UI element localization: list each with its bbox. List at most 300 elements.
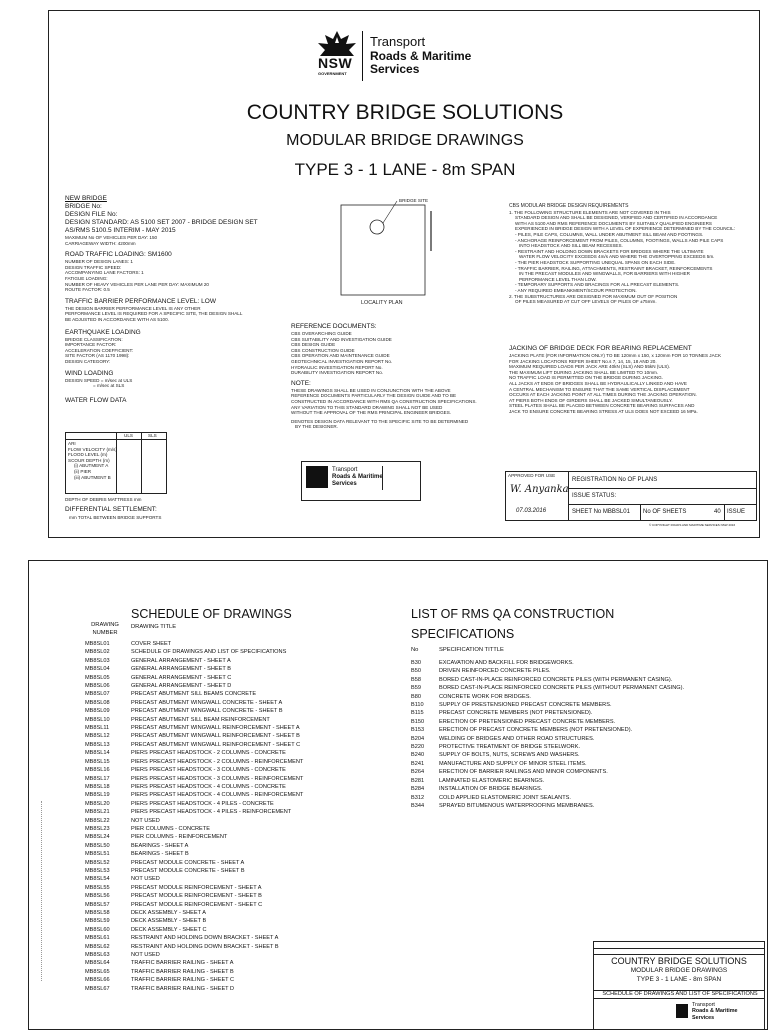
water-col-uls: ULS <box>124 433 133 438</box>
design-standard: DESIGN STANDARD: AS 5100 SET 2007 - BRIDGE DESIGN SET <box>65 219 258 226</box>
max-vehicles: MAXIMUM No OF VEHICLES PER DAY: 150 <box>65 235 158 240</box>
locality-plan-drawing <box>339 191 439 301</box>
drawing-number: MB8SL65 <box>85 968 110 975</box>
jacking-line: ALL JACKS AT ENDS OF BRIDGES SHALL BE HYDRAULICALLY LINKED AND HAVE <box>509 380 687 386</box>
requirement-line: - RESTRAINT AND HOLDING DOWN BRACKETS FOR BRIDGES WHERE THE ULTIMATE <box>515 248 704 254</box>
spec-number: B281 <box>411 777 425 784</box>
drawing-number: MB8SL64 <box>85 960 110 967</box>
spec-number: B153 <box>411 727 425 734</box>
jacking-line: JACKING PLATE (FOR INFORMATION ONLY) TO BE 120mm x 150, x 120mm FOR 10 TONNES JACK <box>509 353 722 358</box>
design-requirements <box>509 204 754 305</box>
issue-label: ISSUE <box>727 509 746 515</box>
drawing-number: MB8SL05 <box>85 674 110 681</box>
tb2-title: COUNTRY BRIDGE SOLUTIONS <box>611 956 747 966</box>
spec-title: COLD APPLIED ELASTOMERIC JOINT SEALANTS. <box>439 794 571 801</box>
schedule-row <box>85 800 405 808</box>
jacking-line: AT PIERS BOTH ENDS OF GIRDERS SHALL BE JACKED SIMULTANEOUSLY. <box>509 397 673 403</box>
drawing-title: TRAFFIC BARRIER RAILING - SHEET D <box>131 985 235 992</box>
spec-number: B58 <box>411 676 421 683</box>
jacking-heading: JACKING OF BRIDGE DECK FOR BEARING REPLACEMENT <box>509 345 692 352</box>
spec-number: B150 <box>411 718 425 725</box>
requirement-line: - PILES, PILE CAPS, COLUMNS, WALL UNDER ABUTMENT SILL BEAM AND FOOTINGS. <box>515 231 704 237</box>
jacking-line: MAXIMUM REQUIRED LOADS PER JACK ARE 40kN (SLS) AND 55kN (ULS). <box>509 364 671 370</box>
drawing-number: MB8SL13 <box>85 741 110 748</box>
brand-roads: Roads & Maritime <box>370 49 472 63</box>
schedule-row <box>85 741 405 749</box>
drawing-title: PRECAST ABUTMENT WINGWALL REINFORCEMENT - SHEET C <box>131 741 301 748</box>
schedule-row <box>85 825 405 833</box>
water-col-sls: SLS <box>148 433 157 438</box>
schedule-row <box>85 842 405 850</box>
drawing-number: MB8SL06 <box>85 683 110 690</box>
title-block <box>505 471 757 521</box>
spec-row <box>411 785 761 793</box>
note-line: WITHOUT THE APPROVAL OF THE RMS PRINCIPAL ENGINEER BRIDGES. <box>291 410 452 416</box>
schedule-row <box>85 758 405 766</box>
schedule-row <box>85 867 405 875</box>
stamp-notes <box>382 466 417 490</box>
requirement-line: OF PILES MEASURED AT CUT OFF LEVELS OF PILES OF ±75mm. <box>515 299 657 305</box>
jacking-line: OCCURS AT EACH JACKING POINT AT ALL TIMES DURING THE JACKING OPERATION. <box>509 392 697 398</box>
schedule-row <box>85 716 405 724</box>
spec-number: B50 <box>411 668 421 675</box>
drawing-number: MB8SL57 <box>85 901 110 908</box>
schedule-row <box>85 732 405 740</box>
spec-number: B110 <box>411 702 424 709</box>
drawing-title: TRAFFIC BARRIER RAILING - SHEET A <box>131 960 234 967</box>
drawing-title: NOT USED <box>131 817 160 824</box>
drawing-number: MB8SL63 <box>85 952 110 959</box>
spec-row <box>411 693 761 701</box>
logo-divider <box>362 31 363 81</box>
sheet-gap <box>0 538 768 560</box>
drawing-title: PRECAST MODULE REINFORCEMENT - SHEET B <box>131 893 262 900</box>
requirement-line: - ANY REQUIRED EMBANKMENT/SCOUR PROTECTION. <box>515 287 637 293</box>
earthquake-line: ACCELERATION COEFFICIENT: <box>65 347 134 353</box>
specs-title-2: SPECIFICATIONS <box>411 627 515 641</box>
drawing-number: MB8SL67 <box>85 985 110 992</box>
differential-heading: DIFFERENTIAL SETTLEMENT: <box>65 506 157 513</box>
drawing-number: MB8SL66 <box>85 977 110 984</box>
schedule-row <box>85 976 405 984</box>
specs-col-no: No <box>411 647 419 653</box>
requirement-line: WATER FLOW VELOCITY EXCEEDS 4m/s AND WHERE THE OVERTOPPING EXCEEDS 5m. <box>519 254 715 260</box>
reference-item: HYDRAULIC INVESTIGATION REPORT No. <box>291 364 383 370</box>
rms-logo <box>314 29 514 85</box>
drawing-title: GENERAL ARRANGEMENT - SHEET A <box>131 657 231 664</box>
spec-row <box>411 676 761 684</box>
earthquake-heading: EARTHQUAKE LOADING <box>65 328 141 336</box>
drawing-number: MB8SL14 <box>85 750 110 757</box>
spec-number: B240 <box>411 752 425 759</box>
approver-signature: W. Anyanka <box>510 484 569 495</box>
water-row: (iii) ABUTMENT B <box>74 474 111 480</box>
road-traffic-line: ACCOMPANYING LANE FACTORS: 1 <box>65 270 144 276</box>
spec-row <box>411 768 761 776</box>
wind-heading: WIND LOADING <box>65 369 114 377</box>
drawing-number: MB8SL50 <box>85 842 110 849</box>
water-row: FLOOD LEVEL (m) <box>68 452 108 458</box>
tb2-type: TYPE 3 - 1 LANE - 8m SPAN <box>636 976 722 983</box>
denotes-line: BY THE DESIGNER. <box>295 424 338 430</box>
debris-depth: DEPTH OF DEBRIS MATTRESS mm <box>65 497 142 502</box>
drawing-title: RESTRAINT AND HOLDING DOWN BRACKET - SHEET B <box>131 943 279 950</box>
drawing-number: MB8SL15 <box>85 758 110 765</box>
stamp-logo-icon <box>306 466 328 488</box>
drawing-number: MB8SL19 <box>85 792 110 799</box>
drawing-title: PRECAST MODULE CONCRETE - SHEET B <box>131 867 245 874</box>
schedule-row <box>85 951 405 959</box>
carriageway-width: CARRIAGEWAY WIDTH: 4200mm <box>65 240 136 246</box>
drawing-number: MB8SL62 <box>85 943 110 950</box>
cover-title: COUNTRY BRIDGE SOLUTIONS <box>246 101 564 124</box>
reference-item: CBS DESIGN GUIDE <box>291 342 336 348</box>
drawing-number: MB8SL04 <box>85 666 110 673</box>
spec-title: DRIVEN REINFORCED CONCRETE PILES. <box>439 668 551 675</box>
drawing-title: PRECAST ABUTMENT SILL BEAM REINFORCEMENT <box>131 716 270 723</box>
spec-title: CONCRETE WORK FOR BRIDGES. <box>439 693 531 700</box>
jacking-section <box>509 345 754 415</box>
drawing-number: MB8SL03 <box>85 657 110 664</box>
spec-row <box>411 777 761 785</box>
tb2-description: SCHEDULE OF DRAWINGS AND LIST OF SPECIFICATIONS <box>602 991 758 997</box>
drawing-number: MB8SL59 <box>85 918 110 925</box>
sheet-no: SHEET No MBBSL01 <box>572 509 630 515</box>
schedule-row <box>85 724 405 732</box>
requirements-heading: CBS MODULAR BRIDGE DESIGN REQUIREMENTS <box>509 203 629 209</box>
spec-title: INSTALLATION OF BRIDGE BEARINGS. <box>439 786 543 793</box>
requirement-line: 2. THE SUBSTRUCTURES ARE DESIGNED FOR MAXIMUM OUT OF POSITION <box>509 293 678 299</box>
requirement-line: IN THE PRECAST MODULES AND WINGWALLS, FOR BARRIERS WITH HIGHER <box>519 271 690 277</box>
road-traffic-line: NUMBER OF DESIGN LANES: 1 <box>65 259 133 265</box>
schedule-row <box>85 682 405 690</box>
specs-list <box>411 659 761 810</box>
road-traffic-line: ROUTE FACTOR: 0.5 <box>65 287 110 293</box>
road-traffic-line: FATIGUE LOADING: <box>65 275 108 281</box>
drawing-title: SCHEDULE OF DRAWINGS AND LIST OF SPECIFICATIONS <box>131 649 287 656</box>
cover-sheet <box>48 10 760 538</box>
schedule-row <box>85 926 405 934</box>
jacking-line: STEEL PLATES SHALL BE PLACED BETWEEN CONCRETE BEARING SURFACES AND <box>509 403 695 409</box>
schedule-row <box>85 943 405 951</box>
earthquake-line: IMPORTANCE FACTOR: <box>65 342 117 348</box>
approval-date: 07.03.2016 <box>516 508 547 514</box>
drawing-number: MB8SL02 <box>85 649 110 656</box>
drawing-number: MB8SL56 <box>85 893 110 900</box>
tb2-subtitle: MODULAR BRIDGE DRAWINGS <box>630 967 728 974</box>
schedule-row <box>85 875 405 883</box>
stamp-box <box>301 461 421 501</box>
earthquake-line: BRIDGE CLASSIFICATION: <box>65 336 123 342</box>
spec-title: BORED CAST-IN-PLACE REINFORCED CONCRETE PILES (WITHOUT PERMANENT CASING). <box>439 685 685 692</box>
water-flow-table <box>65 432 167 494</box>
note-line: THESE DRAWINGS SHALL BE USED IN CONJUNCTION WITH THE ABOVE <box>291 387 451 393</box>
spec-title: WELDING OF BRIDGES AND OTHER ROAD STRUCTURES. <box>439 735 595 742</box>
drawing-title: PIERS PRECAST HEADSTOCK - 2 COLUMNS - CONCRETE <box>131 750 286 757</box>
cover-subtitle: MODULAR BRIDGE DRAWINGS <box>286 132 524 149</box>
tb2-logo-icon <box>676 1004 688 1018</box>
drawing-number: MB8SL18 <box>85 783 110 790</box>
schedule-row <box>85 640 405 648</box>
spec-number: B284 <box>411 786 425 793</box>
schedule-row <box>85 808 405 816</box>
drawing-number: MB8SL12 <box>85 733 110 740</box>
registration-no: REGISTRATION No OF PLANS <box>572 477 658 483</box>
drawing-number: MB8SL55 <box>85 884 110 891</box>
drawing-title: PIER COLUMNS - REINFORCEMENT <box>131 834 228 841</box>
schedule-row <box>85 707 405 715</box>
spec-title: SUPPLY OF BOLTS, NUTS, SCREWS AND WASHERS. <box>439 752 580 759</box>
spec-row <box>411 701 761 709</box>
stamp-brand: Transport Roads & Maritime Services <box>332 467 383 487</box>
requirement-line: - ANCHORAGE REINFORCEMENT FROM PILES, COLUMNS, FOOTINGS, WALLS AND PILE CAPS <box>515 237 724 243</box>
schedule-row <box>85 699 405 707</box>
spec-number: B59 <box>411 685 421 692</box>
spec-title: PRECAST CONCRETE MEMBERS (NOT PRETENSIONED). <box>439 710 593 717</box>
reference-item: CBS SUITABILITY AND INVESTIGATION GUIDE <box>291 336 392 342</box>
drawing-number: MB8SL23 <box>85 825 110 832</box>
margin-strip <box>29 801 42 981</box>
no-of-sheets-label: No OF SHEETS <box>643 509 687 515</box>
spec-number: B115 <box>411 710 424 717</box>
schedule-row <box>85 766 405 774</box>
schedule-title: SCHEDULE OF DRAWINGS <box>131 607 292 621</box>
schedule-row <box>85 657 405 665</box>
drawing-number: MB8SL51 <box>85 851 110 858</box>
drawing-title: PRECAST ABUTMENT WINGWALL REINFORCEMENT - SHEET A <box>131 725 300 732</box>
drawing-title: BEARINGS - SHEET B <box>131 851 189 858</box>
drawing-number: MB8SL11 <box>85 725 110 732</box>
note-line: ANY VARIATION TO THIS STANDARD DRAWING SHALL NOT BE USED <box>291 404 443 410</box>
drawing-number: MB8SL10 <box>85 716 110 723</box>
spec-row <box>411 726 761 734</box>
spec-title: EXCAVATION AND BACKFILL FOR BRIDGEWORKS. <box>439 660 574 666</box>
spec-number: B241 <box>411 760 425 767</box>
drawing-number: MB8SL58 <box>85 910 110 916</box>
schedule-row <box>85 909 405 917</box>
schedule-row <box>85 665 405 673</box>
spec-title: ERECTION OF PRETENSIONED PRECAST CONCRETE MEMBERS. <box>439 718 616 725</box>
design-data-column <box>65 195 285 405</box>
spec-row <box>411 684 761 692</box>
spec-number: B344 <box>411 802 425 809</box>
spec-row <box>411 709 761 717</box>
locality-plan-label: LOCALITY PLAN <box>361 300 403 306</box>
drawing-number: MB8SL61 <box>85 935 110 942</box>
drawing-title: PRECAST MODULE CONCRETE - SHEET A <box>131 859 245 866</box>
schedule-row <box>85 850 405 858</box>
drawing-title: PIERS PRECAST HEADSTOCK - 3 COLUMNS - CONCRETE <box>131 767 286 774</box>
drawing-title: NOT USED <box>131 876 160 883</box>
requirement-line: INTO HEADSTOCK AND SILL BEAM RECESSES. <box>519 243 623 249</box>
barrier-line: BE ADJUSTED IN ACCORDANCE WITH AS 5100. <box>65 316 169 322</box>
schedule-row <box>85 968 405 976</box>
wind-line: = m/sec at SLS <box>93 383 125 389</box>
schedule-row <box>85 859 405 867</box>
differential-sub: mm TOTAL BETWEEN BRIDGE SUPPORTS <box>69 515 162 520</box>
drawing-title: NOT USED <box>131 952 160 959</box>
specs-col-title: SPECIFICATION TITTLE <box>439 647 504 653</box>
jacking-line: THE MAXIMUM LIFT DURING JACKING SHALL BE LIMITED TO 10mm. <box>509 369 659 375</box>
drawing-title: PRECAST MODULE REINFORCEMENT - SHEET C <box>131 901 263 908</box>
bridge-site-label: BRIDGE SITE <box>399 198 429 203</box>
drawing-title: PIERS PRECAST HEADSTOCK - 4 COLUMNS - REINFORCEMENT <box>131 792 304 799</box>
reference-item: CBS OPERATION AND MAINTENANCE GUIDE <box>291 353 390 359</box>
reference-item: CBS OVERARCHING GUIDE <box>291 331 352 336</box>
spec-title: PROTECTIVE TREATMENT OF BRIDGE STEELWORK. <box>439 744 580 751</box>
barrier-line: THE DESIGN BARRIER PERFORMANCE LEVEL IS ANY OTHER <box>65 305 201 311</box>
spec-title: MANUFACTURE AND SUPPLY OF MINOR STEEL ITEMS. <box>439 760 587 767</box>
drawing-number: MB8SL53 <box>85 867 110 874</box>
schedule-row <box>85 648 405 656</box>
water-row: (i) ABUTMENT A <box>74 463 109 469</box>
drawing-number: MB8SL60 <box>85 926 110 933</box>
schedule-row <box>85 749 405 757</box>
water-row: SCOUR DEPTH (m) <box>68 457 110 463</box>
drawing-number: MB8SL24 <box>85 834 110 841</box>
schedule-row <box>85 833 405 841</box>
water-row: (ii) PIER <box>74 468 92 474</box>
drawing-title: PIER COLUMNS - CONCRETE <box>131 825 210 832</box>
spec-number: B80 <box>411 693 421 700</box>
schedule-row <box>85 817 405 825</box>
road-traffic-line: DESIGN TRAFFIC SPEED: <box>65 264 122 270</box>
drawing-title: PRECAST MODULE REINFORCEMENT - SHEET A <box>131 884 262 891</box>
spec-row <box>411 751 761 759</box>
schedule-row <box>85 884 405 892</box>
water-row: ARI <box>68 441 76 446</box>
earthquake-line: DESIGN CATEGORY: <box>65 358 111 364</box>
requirement-line: - TRAFFIC BARRIER, RAILING, ATTACHMENTS, RESTRAINT BRACKET, REINFORCEMENTS <box>515 265 713 271</box>
spec-title: ERECTION OF BARRIER RAILINGS AND MINOR COMPONENTS. <box>439 769 608 776</box>
schedule-row <box>85 901 405 909</box>
drawing-number: MB8SL08 <box>85 699 110 706</box>
water-flow-heading: WATER FLOW DATA <box>65 396 127 404</box>
drawing-number: MB8SL16 <box>85 767 110 774</box>
drawing-title: PRECAST ABUTMENT WINGWALL CONCRETE - SHEET A <box>131 699 283 706</box>
spec-row <box>411 718 761 726</box>
schedule-list <box>85 640 405 993</box>
spec-row <box>411 794 761 802</box>
schedule-col-title: DRAWING TITLE <box>131 624 177 630</box>
schedule-row <box>85 791 405 799</box>
spec-row <box>411 802 761 810</box>
drawing-title: PIERS PRECAST HEADSTOCK - 4 COLUMNS - CONCRETE <box>131 783 286 790</box>
barrier-line: PERFORMANCE LEVEL IS REQUIRED FOR A SPECIFIC SITE, THE DESIGN SHALL <box>65 311 243 317</box>
road-traffic-heading: ROAD TRAFFIC LOADING: SM1600 <box>65 251 172 259</box>
design-file-no: DESIGN FILE No: <box>65 211 118 218</box>
earthquake-line: SITE FACTOR (AS 1170 1998): <box>65 353 130 359</box>
spec-number: B312 <box>411 794 425 801</box>
drawing-title: BEARINGS - SHEET A <box>131 842 189 849</box>
schedule-title-block <box>593 941 765 1030</box>
drawing-number: MB8SL17 <box>85 775 110 782</box>
requirement-line: PERFORMANCE LEVEL THAN LOW. <box>519 276 597 282</box>
drawing-title: PRECAST ABUTMENT WINGWALL CONCRETE - SHEET B <box>131 708 283 715</box>
spec-row <box>411 735 761 743</box>
as-rms-standard: AS/RMS 5100.5 INTERIM - MAY 2015 <box>65 227 176 234</box>
jacking-line: NO TRAFFIC LOAD IS PERMITTED ON THE BRIDGE DURING JACKING. <box>509 375 663 381</box>
copyright-note: © COPYRIGHT ROADS AND MARITIME SERVICES NSW 2016 <box>649 523 736 527</box>
drawing-number: MB8SL22 <box>85 817 110 824</box>
reference-documents <box>291 323 501 430</box>
note-heading: NOTE: <box>291 379 311 387</box>
schedule-row <box>85 674 405 682</box>
drawing-number: MB8SL20 <box>85 800 110 807</box>
spec-row <box>411 743 761 751</box>
drawing-number: MB8SL09 <box>85 708 110 715</box>
requirement-line: EXPERIENCED IN BRIDGE DESIGN WITH A LEVEL OF EXPERIENCE DETERMINED BY THE COUNCIL: <box>515 226 735 232</box>
spec-number: B204 <box>411 735 425 742</box>
drawing-title: PIERS PRECAST HEADSTOCK - 2 COLUMNS - REINFORCEMENT <box>131 758 304 765</box>
denotes-line: DENOTES DESIGN DATA RELEVANT TO THE SPECIFIC SITE TO BE DETERMINED <box>291 418 469 424</box>
drawing-number: MB8SL54 <box>85 876 110 883</box>
drawing-number: MB8SL52 <box>85 859 110 866</box>
water-row: FLOW VELOCITY (m/s) <box>68 446 117 452</box>
wind-line: DESIGN SPEED = m/sec at ULS <box>65 377 133 383</box>
drawing-title: PIERS PRECAST HEADSTOCK - 3 COLUMNS - REINFORCEMENT <box>131 775 304 782</box>
note-line: CONSTRUCTED IN ACCORDANCE WITH RMS QA CONSTRUCTION SPECIFICATIONS. <box>291 398 477 404</box>
reference-item: DURABILITY INVESTIGATION REPORT No. <box>291 370 384 376</box>
nsw-wordmark: NSW <box>318 55 353 71</box>
spec-title: BORED CAST-IN-PLACE REINFORCED CONCRETE PILES (WITH PERMANENT CASING). <box>439 676 673 683</box>
spec-number: B30 <box>411 660 421 666</box>
drawing-title: TRAFFIC BARRIER RAILING - SHEET C <box>131 977 235 984</box>
drawing-title: COVER SHEET <box>131 641 172 647</box>
drawing-title: GENERAL ARRANGEMENT - SHEET D <box>131 683 232 690</box>
schedule-row <box>85 690 405 698</box>
drawing-title: DECK ASSEMBLY - SHEET B <box>131 918 207 925</box>
drawing-title: DECK ASSEMBLY - SHEET C <box>131 926 207 933</box>
bridge-no: BRIDGE No: <box>65 203 102 210</box>
requirement-line: STANDARD DESIGN AND SHALL BE DESIGNED, VERIFIED AND CERTIFIED IN ACCORDANCE <box>515 215 718 221</box>
drawing-title: PRECAST ABUTMENT SILL BEAMS CONCRETE <box>131 691 257 698</box>
drawing-title: PIERS PRECAST HEADSTOCK - 4 PILES - REINFORCEMENT <box>131 809 292 816</box>
note-line: REFERENCE DOCUMENTS PARTICULARLY THE DESIGN GUIDE AND TO BE <box>291 393 457 399</box>
drawing-title: GENERAL ARRANGEMENT - SHEET B <box>131 666 231 673</box>
requirement-line: WITH AS 5100 AND RMS REFERENCE DOCUMENTS BY SUITABLY QUALIFIED ENGINEERS <box>515 220 712 226</box>
spec-title: SPRAYED BITUMENOUS WATERPROOFING MEMBRANES. <box>439 802 595 809</box>
barrier-heading: TRAFFIC BARRIER PERFORMANCE LEVEL: LOW <box>65 297 216 305</box>
road-traffic-line: NUMBER OF HEAVY VEHICLES PER LANE PER DAY: MAXIMUM 20 <box>65 281 209 287</box>
drawing-number: MB8SL07 <box>85 691 110 698</box>
spec-row <box>411 760 761 768</box>
reference-item: CBS CONSTRUCTION GUIDE <box>291 347 355 353</box>
drawing-title: PRECAST ABUTMENT WINGWALL REINFORCEMENT - SHEET B <box>131 733 300 740</box>
sheets-count: 40 <box>714 509 721 515</box>
requirement-line: - TEMPORARY SUPPORTS AND BRACINGS FOR ALL PRECAST ELEMENTS. <box>515 282 680 288</box>
spec-number: B220 <box>411 744 425 751</box>
drawing-number: MB8SL21 <box>85 809 110 816</box>
drawing-title: DECK ASSEMBLY - SHEET A <box>131 910 206 916</box>
schedule-row <box>85 892 405 900</box>
new-bridge-heading: NEW BRIDGE <box>65 195 107 202</box>
jacking-line: JACK TO ENSURE CONCRETE BEARING STRESS AT ULS DOES NOT EXCEED 16 MPa. <box>509 408 698 414</box>
approved-label: APPROVED FOR USE <box>508 473 556 478</box>
schedule-row <box>85 783 405 791</box>
schedule-row <box>85 775 405 783</box>
government-label: GOVERNMENT <box>318 71 347 76</box>
schedule-row <box>85 985 405 993</box>
reference-heading: REFERENCE DOCUMENTS: <box>291 323 377 330</box>
jacking-line: FOR JACKING LOCATIONS REFER SHEET No.s 7, 14, 15, 18 AND 20. <box>509 358 657 364</box>
schedule-row <box>85 959 405 967</box>
requirement-line: 1. THE FOLLOWING STRUCTURE ELEMENTS ARE NOT COVERED IN THIS <box>509 209 671 215</box>
spec-title: SUPPLY OF PRESTENSIONED PRECAST CONCRETE MEMBERS. <box>439 702 612 709</box>
drawing-title: RESTRAINT AND HOLDING DOWN BRACKET - SHEET A <box>131 935 279 942</box>
brand-services: Services <box>370 62 420 76</box>
specs-title-1: LIST OF RMS QA CONSTRUCTION <box>411 607 615 621</box>
